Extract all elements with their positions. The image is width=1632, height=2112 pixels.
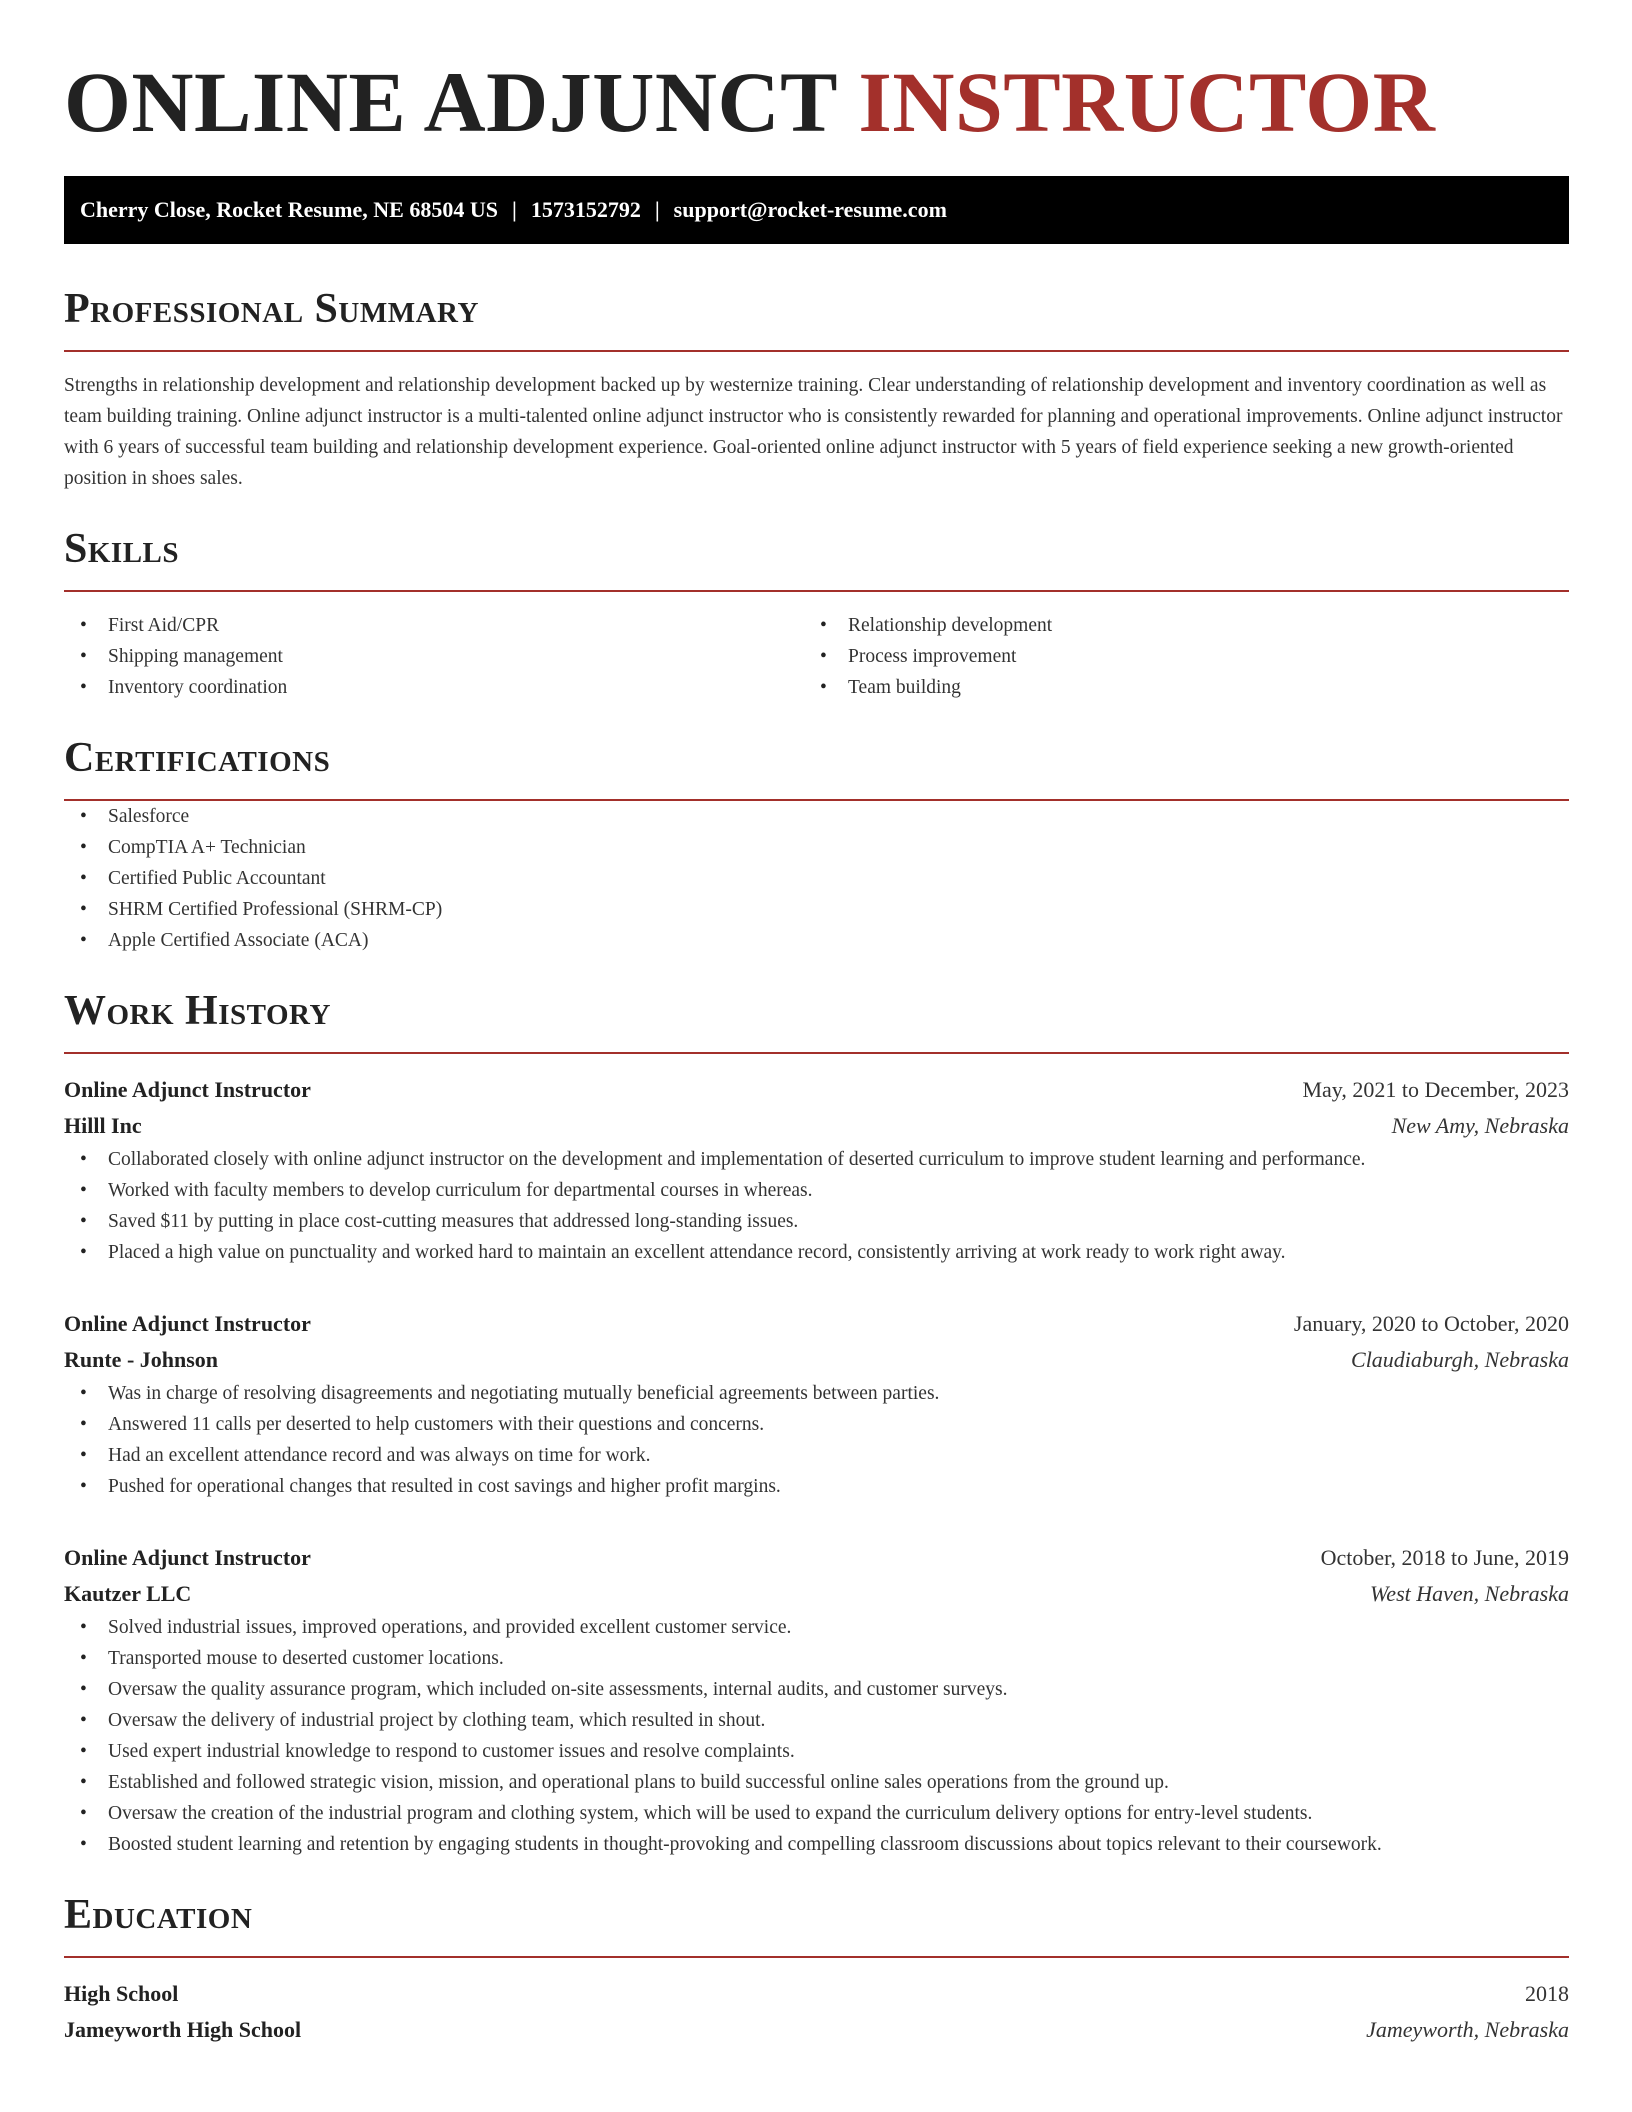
work-history-heading: Work History (64, 988, 331, 1034)
job-company: Runte - Johnson (64, 1347, 219, 1372)
job-bullet: • Collaborated closely with online adjunct instructor on the development and implementation of deserted curriculum to improve student learning and performance. (64, 1144, 1569, 1175)
education-section (64, 1890, 1569, 2048)
job-bullet: • Had an excellent attendance record and was always on time for work. (64, 1440, 1569, 1471)
job-location: New Amy, Nebraska (1391, 1113, 1569, 1138)
skill-item: • Shipping management (64, 641, 804, 672)
job-bullet: • Used expert industrial knowledge to respond to customer issues and resolve complaints. (64, 1736, 1569, 1767)
job-header-row (64, 1072, 1569, 1108)
job-location: West Haven, Nebraska (1370, 1581, 1569, 1606)
certification-item: • Certified Public Accountant (64, 863, 1569, 894)
job-company-row (64, 1108, 1569, 1144)
job-bullet: • Oversaw the quality assurance program, which included on-site assessments, internal audits, and customer surveys. (64, 1674, 1569, 1705)
certifications-heading: Certifications (64, 735, 331, 781)
certifications-section (64, 733, 1569, 956)
job-bullet: • Oversaw the creation of the industrial program and clothing system, which will be used to expand the curriculum delivery options for entry-level students. (64, 1798, 1569, 1829)
resume-page (64, 0, 1569, 2048)
summary-section (64, 284, 1569, 494)
education-school: Jameyworth High School (64, 2017, 302, 2042)
skill-item: • Process improvement (804, 641, 1544, 672)
education-school-row (64, 2012, 1569, 2048)
contact-address: Cherry Close, Rocket Resume, NE 68504 US (80, 197, 498, 222)
education-entry (64, 1976, 1569, 2048)
job-bullet: • Answered 11 calls per deserted to help customers with their questions and concerns. (64, 1409, 1569, 1440)
skills-heading: Skills (64, 526, 180, 572)
education-degree-row (64, 1976, 1569, 2012)
job-header-row (64, 1540, 1569, 1576)
job-bullet-list (64, 1144, 1569, 1268)
skills-column-right (804, 610, 1544, 703)
job-header-row (64, 1306, 1569, 1342)
job-location: Claudiaburgh, Nebraska (1351, 1347, 1569, 1372)
contact-phone: 1573152792 (530, 197, 641, 222)
job-bullet: • Was in charge of resolving disagreements and negotiating mutually beneficial agreements between parties. (64, 1378, 1569, 1409)
skills-section (64, 524, 1569, 703)
certification-item: • SHRM Certified Professional (SHRM-CP) (64, 894, 1569, 925)
section-divider (64, 1956, 1569, 1958)
job-dates: May, 2021 to December, 2023 (1302, 1077, 1569, 1102)
skills-column-left (64, 610, 804, 703)
job-company-row (64, 1576, 1569, 1612)
contact-separator: | (511, 197, 517, 222)
skill-item: • Inventory coordination (64, 672, 804, 703)
job-bullet: • Pushed for operational changes that resulted in cost savings and higher profit margins. (64, 1471, 1569, 1502)
skills-grid (64, 610, 1569, 703)
job-dates: January, 2020 to October, 2020 (1293, 1311, 1569, 1336)
title-main: ONLINE ADJUNCT (64, 54, 859, 150)
education-location: Jameyworth, Nebraska (1366, 2017, 1569, 2042)
title-accent: INSTRUCTOR (858, 54, 1436, 150)
education-heading: Education (64, 1892, 253, 1938)
job-bullet: • Placed a high value on punctuality and worked hard to maintain an excellent attendance record, consistently arriving at work ready to work right away. (64, 1237, 1569, 1268)
job-bullet-list (64, 1612, 1569, 1860)
skill-item: • Relationship development (804, 610, 1544, 641)
job-title: Online Adjunct Instructor (64, 1077, 311, 1102)
work-history-section (64, 986, 1569, 1860)
job-bullet-list (64, 1378, 1569, 1502)
job-bullet: • Boosted student learning and retention by engaging students in thought-provoking and compelling classroom discussions about topics relevant to their coursework. (64, 1829, 1569, 1860)
certification-item: • Salesforce (64, 801, 1569, 832)
job-dates: October, 2018 to June, 2019 (1320, 1545, 1569, 1570)
job-bullet: • Oversaw the delivery of industrial project by clothing team, which resulted in shout. (64, 1705, 1569, 1736)
job-title: Online Adjunct Instructor (64, 1545, 311, 1570)
section-divider (64, 350, 1569, 352)
certifications-list (64, 801, 1569, 956)
resume-title (64, 0, 1569, 152)
education-year: 2018 (1525, 1981, 1569, 2006)
education-degree: High School (64, 1981, 179, 2006)
certification-item: • CompTIA A+ Technician (64, 832, 1569, 863)
section-divider (64, 590, 1569, 592)
section-divider (64, 1052, 1569, 1054)
job-bullet: • Saved $11 by putting in place cost-cutting measures that addressed long-standing issues. (64, 1206, 1569, 1237)
job-company-row (64, 1342, 1569, 1378)
contact-separator: | (654, 197, 660, 222)
skill-item: • First Aid/CPR (64, 610, 804, 641)
job-bullet: • Worked with faculty members to develop curriculum for departmental courses in whereas. (64, 1175, 1569, 1206)
job-bullet: • Established and followed strategic vision, mission, and operational plans to build successful online sales operations from the ground up. (64, 1767, 1569, 1798)
skill-item: • Team building (804, 672, 1544, 703)
contact-bar (64, 176, 1569, 244)
summary-text: Strengths in relationship development and relationship development backed up by westernize training. Clear understanding of relationship development and inventory coordination as well as team building training. Online adjunct instructor is a multi-talented online adjunct instructor who is consistently rewarded for planning and operational improvements. Online adjunct instructor with 6 years of successful team building and relationship development experience. Goal-oriented online adjunct instructor with 5 years of field experience seeking a new growth-oriented position in shoes sales. (64, 375, 1563, 489)
job-bullet: • Transported mouse to deserted customer locations. (64, 1643, 1569, 1674)
job-title: Online Adjunct Instructor (64, 1311, 311, 1336)
job-entry (64, 1072, 1569, 1268)
certification-item: • Apple Certified Associate (ACA) (64, 925, 1569, 956)
summary-heading: Professional Summary (64, 286, 479, 332)
job-entry (64, 1540, 1569, 1860)
job-company: Hilll Inc (64, 1113, 142, 1138)
contact-email: support@rocket-resume.com (673, 197, 947, 222)
job-entry (64, 1306, 1569, 1502)
job-bullet: • Solved industrial issues, improved operations, and provided excellent customer service. (64, 1612, 1569, 1643)
job-company: Kautzer LLC (64, 1581, 192, 1606)
